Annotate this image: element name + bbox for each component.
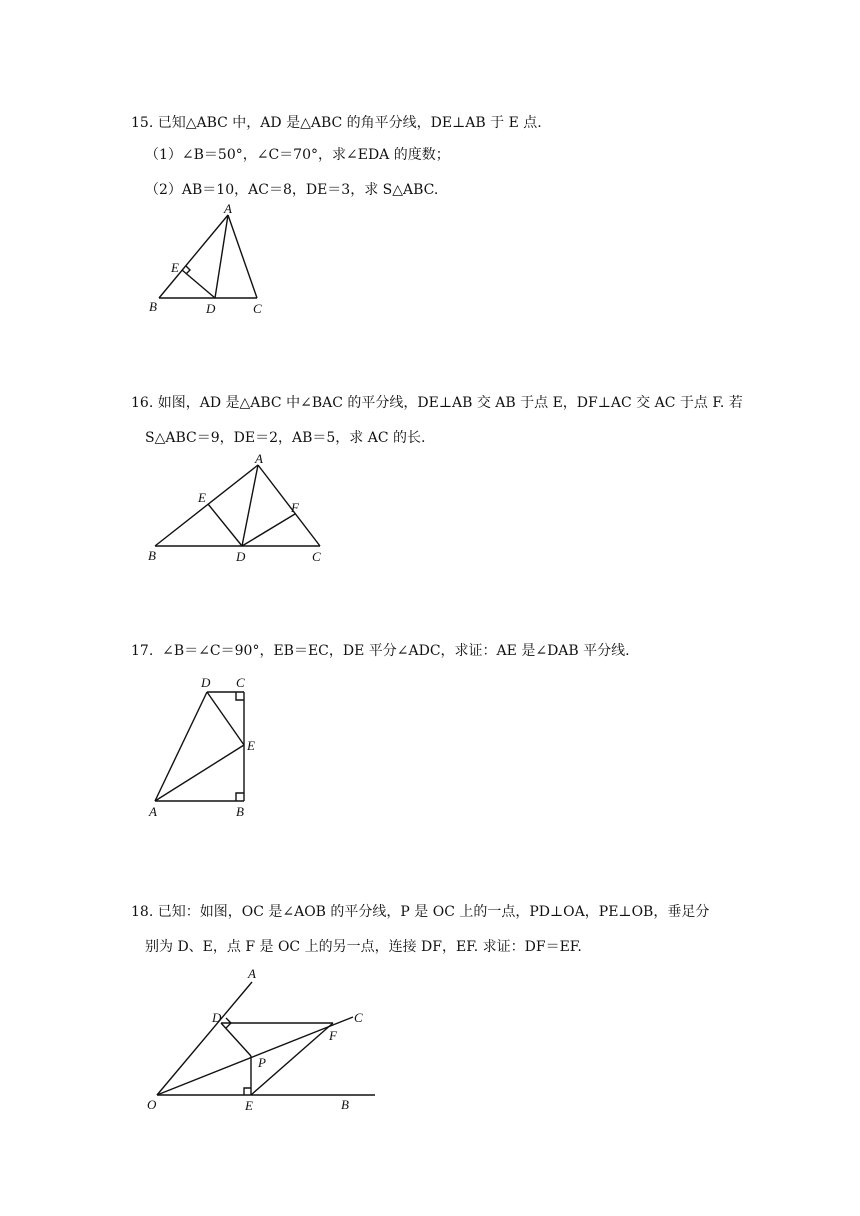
problem-15-part-2: （2）AB＝10，AC＝8，DE＝3，求 S△ABC. xyxy=(145,182,439,198)
problem-16-stem xyxy=(131,393,743,413)
problem-17-figure xyxy=(140,670,270,825)
label-f: F xyxy=(291,500,299,515)
problem-number: 17. xyxy=(131,643,154,659)
label-e: E xyxy=(198,490,206,505)
label-e: E xyxy=(247,738,255,753)
label-e: E xyxy=(171,260,179,275)
problem-18-continued: 别为 D、E，点 F 是 OC 上的另一点，连接 DF，EF. 求证：DF＝EF. xyxy=(145,939,582,955)
label-p: P xyxy=(258,1055,266,1070)
label-c: C xyxy=(312,549,321,564)
problem-text: 已知：如图，OC 是∠AOB 的平分线，P 是 OC 上的一点，PD⊥OA，PE⊥OB，垂足分 xyxy=(157,904,710,920)
problem-17-stem xyxy=(131,641,630,661)
label-d: D xyxy=(206,301,216,316)
label-e: E xyxy=(245,1098,253,1113)
problem-number: 18. xyxy=(131,904,154,920)
label-b: B xyxy=(148,548,156,563)
label-d: D xyxy=(236,549,246,564)
problem-16-condition: S△ABC＝9，DE＝2，AB＝5，求 AC 的长. xyxy=(145,430,426,446)
label-c: C xyxy=(253,301,262,316)
label-b: B xyxy=(236,804,244,819)
label-o: O xyxy=(147,1097,157,1112)
label-d: D xyxy=(201,675,211,690)
label-a: A xyxy=(248,966,256,981)
problem-15-part-1: （1）∠B＝50°，∠C＝70°，求∠EDA 的度数； xyxy=(145,147,450,163)
problem-15-figure xyxy=(140,200,280,320)
problem-number: 15. xyxy=(131,115,154,131)
label-b: B xyxy=(341,1097,349,1112)
problem-text: ∠B＝∠C＝90°，EB＝EC，DE 平分∠ADC，求证：AE 是∠DAB 平分线. xyxy=(162,643,630,659)
problem-18-stem xyxy=(131,902,709,922)
label-a: A xyxy=(224,201,232,216)
problem-18-figure xyxy=(140,962,385,1117)
label-c: C xyxy=(354,1010,363,1025)
label-d: D xyxy=(212,1010,222,1025)
problem-text: 已知△ABC 中，AD 是△ABC 的角平分线，DE⊥AB 于 E 点. xyxy=(157,115,542,131)
problem-number: 16. xyxy=(131,395,154,411)
problem-15-stem xyxy=(131,113,542,133)
label-a: A xyxy=(149,804,157,819)
label-c: C xyxy=(236,675,245,690)
problem-text: 如图，AD 是△ABC 中∠BAC 的平分线，DE⊥AB 交 AB 于点 E，DF⊥AC 交 AC 于点 F. 若 xyxy=(157,395,743,411)
label-f: F xyxy=(329,1028,337,1043)
label-b: B xyxy=(149,299,157,314)
problem-16-figure xyxy=(140,450,340,565)
label-a: A xyxy=(255,451,263,466)
